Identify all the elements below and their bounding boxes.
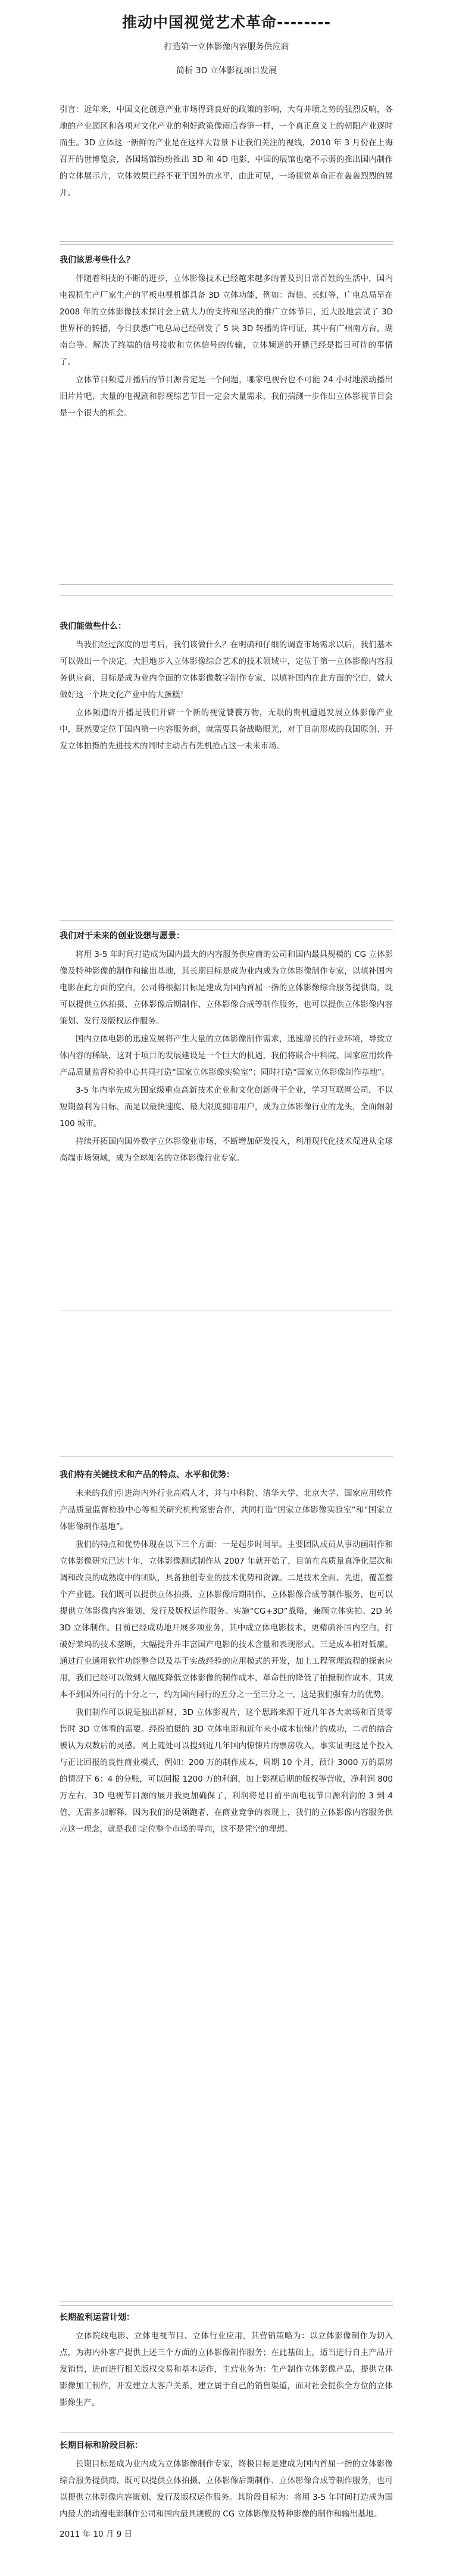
section-goals (60, 2432, 393, 2576)
section-paragraph: 当我们经过深度的思考后，我们该做什么？在明确和仔细的调查市场需求以后，我们基本可以做出一个决定，大胆地步入立体影像综合艺术的技术领域中，定位于第一立体影像内容服务供应商，目标是成为业内全面的立体影像数字制作专家，以填补国内在此方面的空白，做大做好这一个块文化产业中的大蛋糕！ (60, 640, 393, 700)
section-heading: 长期盈利运营计划： (60, 2313, 135, 2322)
section-paragraph: 我们的特点和优势体现在以下三个方面：一是起步时间早。主要团队成员从事动画制作和立体影像研究已达十年，立体影像测试制作从 2007 年就开始了，目前在高质量真净化层次和调和改良的成熟度中的团队，具备独创专业的技术优势和资源。二是技术全面、先进，覆盖整个产业链。我们既可以提供立体拍摄、立体影像后期制作、立体影像合成等制作服务，也可以提供立体影像内容策划、发行及版权运作服务。实施“CG+3D”战略，兼顾立体实拍、2D 转 3D 立体制作。目前已经成功地开展多项业务，其中成立体电影技术，更精确补国内空白，打破好莱坞的技术垄断，大幅提升并丰富国产电影的技术含量和表现形式。三是成本相对低廉。通过行业通用软件功能整合以及基于实战经验的应用模式的开发，加上工程管理流程的探索应用，我们已经可以做到大幅度降低立体影像的制作成本，革命性的降低了拍摄制作成本，其成本不到国外同行的十分之一，约为国内同行的五分之一至三分之一，这是我们强有力的优势。 (60, 1540, 393, 1699)
section-heading: 我们特有关键技术和产品的特点、水平和优势： (60, 1470, 235, 1480)
document-date: 2011 年 10 月 9 日 (60, 2530, 133, 2539)
section-paragraph: 立体频道的开播是我们开辟一个新的视觉饕餮万物，无限的贵机遭遇发展立体影像产业中，既然要定位于国内第一内容服务商，就需要具备战略眼光，对于目前形成的我国原创、开发立体拍摄的先进技术的同时主动占有先机抢占这一未来市场。 (60, 708, 393, 751)
section-paragraph: 伴随着科技的不断的进步，立体影像技术已经越来越多的普及到日常百姓的生活中，国内电视机生产厂家生产的平板电视机都具备 3D 立体功能，例如：海信、长虹等，广电总局早在 2008 年的立体影像技术探讨会上就大力的支持和坚决的推广立体节目，近大股地尝试了 3D 世界杯的转播，今日获悉广电总局已经研发了 5 块 3D 转播的许可证，其中有广州南方台，湖南台等。解决了终端的信号接收和立体信号的传输，立体频道的开播已经是指日可待的事情了。 (60, 274, 393, 367)
section-technology (60, 1456, 393, 2306)
section-think (60, 241, 393, 585)
section-paragraph: 持续开拓国内国外数字立体影像业市场，不断增加研发投入，利用现代化技术促进从全球高端市场领域，成为全球知名的立体影像行业专家。 (60, 1137, 393, 1163)
section-heading: 我们该思考些什么？ (60, 255, 135, 265)
section-paragraph: 长期目标是成为业内成为立体影像制作专家，终极目标是建成为国内首屈一指的立体影像综合服务提供商，既可以提供立体拍摄、立体影像后期制作、立体影像合成等制作服务，也可以提供立体影像内容策划、发行及版权运作服务。其阶段目标为：将用 3-5 年时间打造成为国内最大的动漫电影制作公司和国内最具规模的 CG 立体影像及特种影像的制作和输出基地。 (60, 2459, 393, 2519)
section-heading: 长期目标和阶段目标： (60, 2441, 143, 2450)
section-paragraph: 将用 3-5 年时间打造成为国内最大的内容服务供应商的公司和国内最具规模的 CG 立体影像及特种影像的制作和输出基地，其长期目标是成为业内成为立体影像制作专家，以填补国内电影在此方面的空白，公司将根据目标是建成为国内首屈一指的立体影像综合服务提供商，既可以提供立体拍摄、立体影像后期制作、立体影像合成等制作服务，也可以提供立体影像内容策划、发行及版权运作服务。 (60, 950, 393, 1026)
section-vision (60, 920, 393, 1311)
section-operation (60, 2301, 393, 2430)
section-paragraph: 3-5 年内率先成为国家级重点高新技术企业和文化创新骨干企业，学习互联网公司，不以短期盈利为目标，而是以最快速度、最大限度拥用用户，成为立体影像行业的龙头，全面辐射 100 城市。 (60, 1086, 393, 1128)
document-subtitle: 打造第一立体影像内容服务供应商 (164, 42, 289, 52)
section-heading: 我们能做些什么： (60, 622, 126, 631)
intro-block (60, 89, 393, 245)
section-paragraph: 国内立体电影的迅速发展将产生大量的立体影像制作需求，迅速增长的行业环境，导致立体内容的稀缺，这对于项目的发展建设是一个巨大的机遇，我们将联合中科院、国家应用软件产品质量监督检验中心共同打造“国家立体影像实验室”；同时打造“国家立体影像制作基地”。 (60, 1034, 393, 1077)
section-paragraph: 立体节目频道开播后的节目源肯定是一个问题，哪家电视台也不可能 24 小时地滚动播出旧片片吧，大量的电视剧和影视综艺节目一定会大量需求，我们揣测一步作出立体影视节目会是一个很大的机会。 (60, 375, 393, 418)
document-subtitle-secondary: 简析 3D 立体影视项目发展 (176, 66, 277, 76)
section-heading: 我们对于未来的创业设想与愿景： (60, 931, 185, 941)
section-paragraph: 我们制作可以说是独出新材，3D 立体影视片，这个思路来源于近几年各大卖场和百货零售时 3D 立体看的需要。经纷拍摄的 3D 立体电影和近年来小成本惊悚片的成功，二者的结合被认为双数后的灵感。网上随处可以搜到近几年国内惊悚片的票房收入，事实证明这是个投入与正比回报的良性商业模式，例如：200 万的制作成本，周期 10 个月，预计 3000 万的票房的情况下 6：4 的分账，可以回报 1200 万的利润，加上影视后期的版权等营收，净利润 800 万左右，3D 电视节目源的展开我更加确保了，利润将是目前平面电视节目源利润的 3 到 4 倍，无需多加解释，因为我们的是领跑者，在商业竞争的表现上，我们的立体影像内容服务供应这一理念，就是我们定位整个市场的导向，这不是凭空的理想。 (60, 1708, 393, 1834)
section-what-to-do (60, 595, 393, 930)
intro-paragraph: 引言：近年来，中国文化创意产业市场得到良好的政策的影响，大有井喷之势的强烈反响，各地的产业园区和各项对文化产业的利好政策像雨后春笋一样，一个真正意义上的朝阳产业逐时而生。3D 立体这一新鲜的产业是在这样大背景下让我们关注的视线，2010 年 3 月份在上海召开的世博览会，各国场馆纷纷推出 3D 和 4D 电影，中国的展馆也毫不示弱的推出国内制作的立体展示片，立体效果已经不亚于国外的水平，由此可见，一场视觉革命正在轰轰烈烈的展开。 (60, 105, 393, 198)
section-paragraph: 未来的我们引进海内外行业高端人才，并与中科院、清华大学、北京大学、国家应用软件产品质量监督检验中心等相关研究机构紧密合作，共同打造“国家立体影像实验室”和“国家立体影像制作基地”。 (60, 1489, 393, 1532)
section-paragraph: 立体院线电影、立体电视节目、立体行业应用，其营销策略为：以立体影像制作为切入点，为海内外客户提供上述三个方面的立体影像制作服务；在此基础上，适当进行自主产品开发销售，进而进行相关版权交易和基本运作，主营业务为：生产制作立体影像产品，提供立体影像加工制作，开发建立大客户关系，建立属于自己的销售渠道，面对社会提供全方位的立体影像生产。 (60, 2331, 393, 2407)
document-title: 推动中国视觉艺术革命-------- (121, 14, 331, 31)
